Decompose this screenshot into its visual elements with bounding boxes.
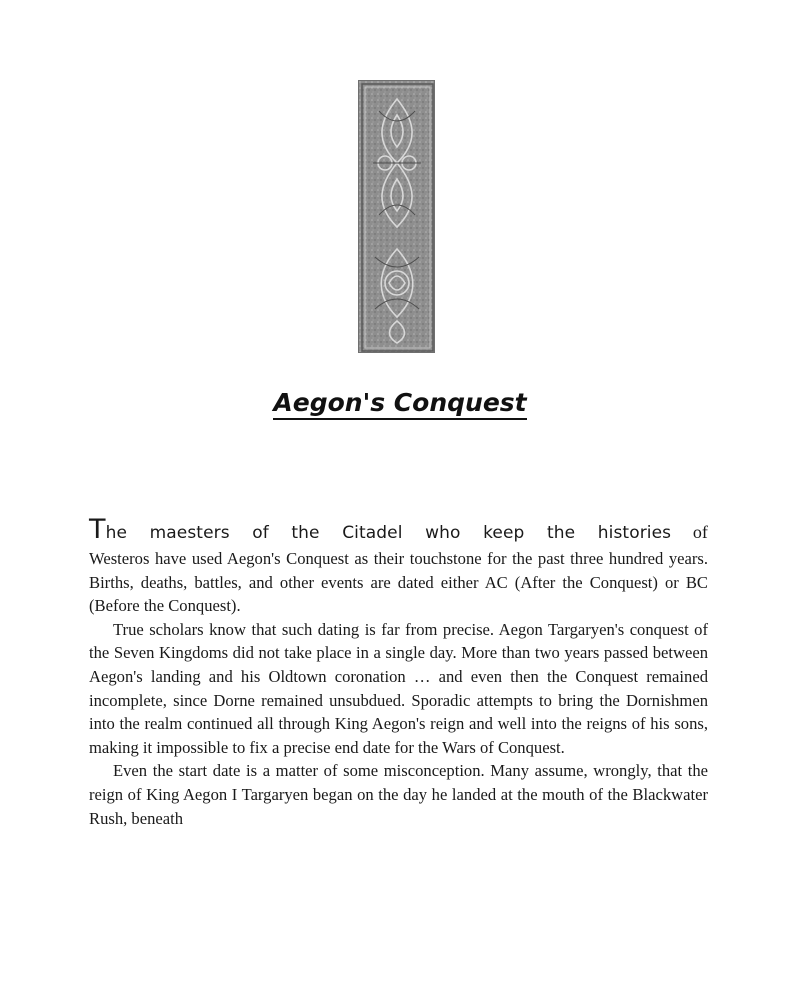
chapter-title: Aegon's Conquest [0, 388, 800, 417]
paragraph-2: True scholars know that such dating is far from precise. Aegon Targaryen's conquest of the Seven Kingdoms did not take place in a single day. More than two years passed between Aegon's landing and his Oldtown coronation … and even then the Conquest remained incomplete, since Dorne remained unsubdued. Sporadic attempts to bring the Dornishmen into the realm continued all through King Aegon's reign and well into the reigns of his sons, making it impossible to fix a precise end date for the Wars of Conquest. [89, 619, 708, 757]
body-text [89, 514, 709, 830]
opening-tail: of [671, 522, 709, 542]
opening-line [89, 514, 709, 547]
paragraph-3: Even the start date is a matter of some misconception. Many assume, wrongly, that the reign of King Aegon I Targaryen began on the day he landed at the mouth of the Blackwater Rush, beneath [89, 761, 708, 828]
ornamental-scroll-panel-icon [358, 80, 435, 353]
paragraph-1: Westeros have used Aegon's Conquest as their touchstone for the past three hundred years. Births, deaths, battles, and other events are dated either AC (After the Conquest) or BC (Before the Conquest). [89, 549, 708, 616]
drop-cap: T [89, 514, 106, 545]
opening-styled-text: he maesters of the Citadel who keep the histories [105, 523, 672, 543]
